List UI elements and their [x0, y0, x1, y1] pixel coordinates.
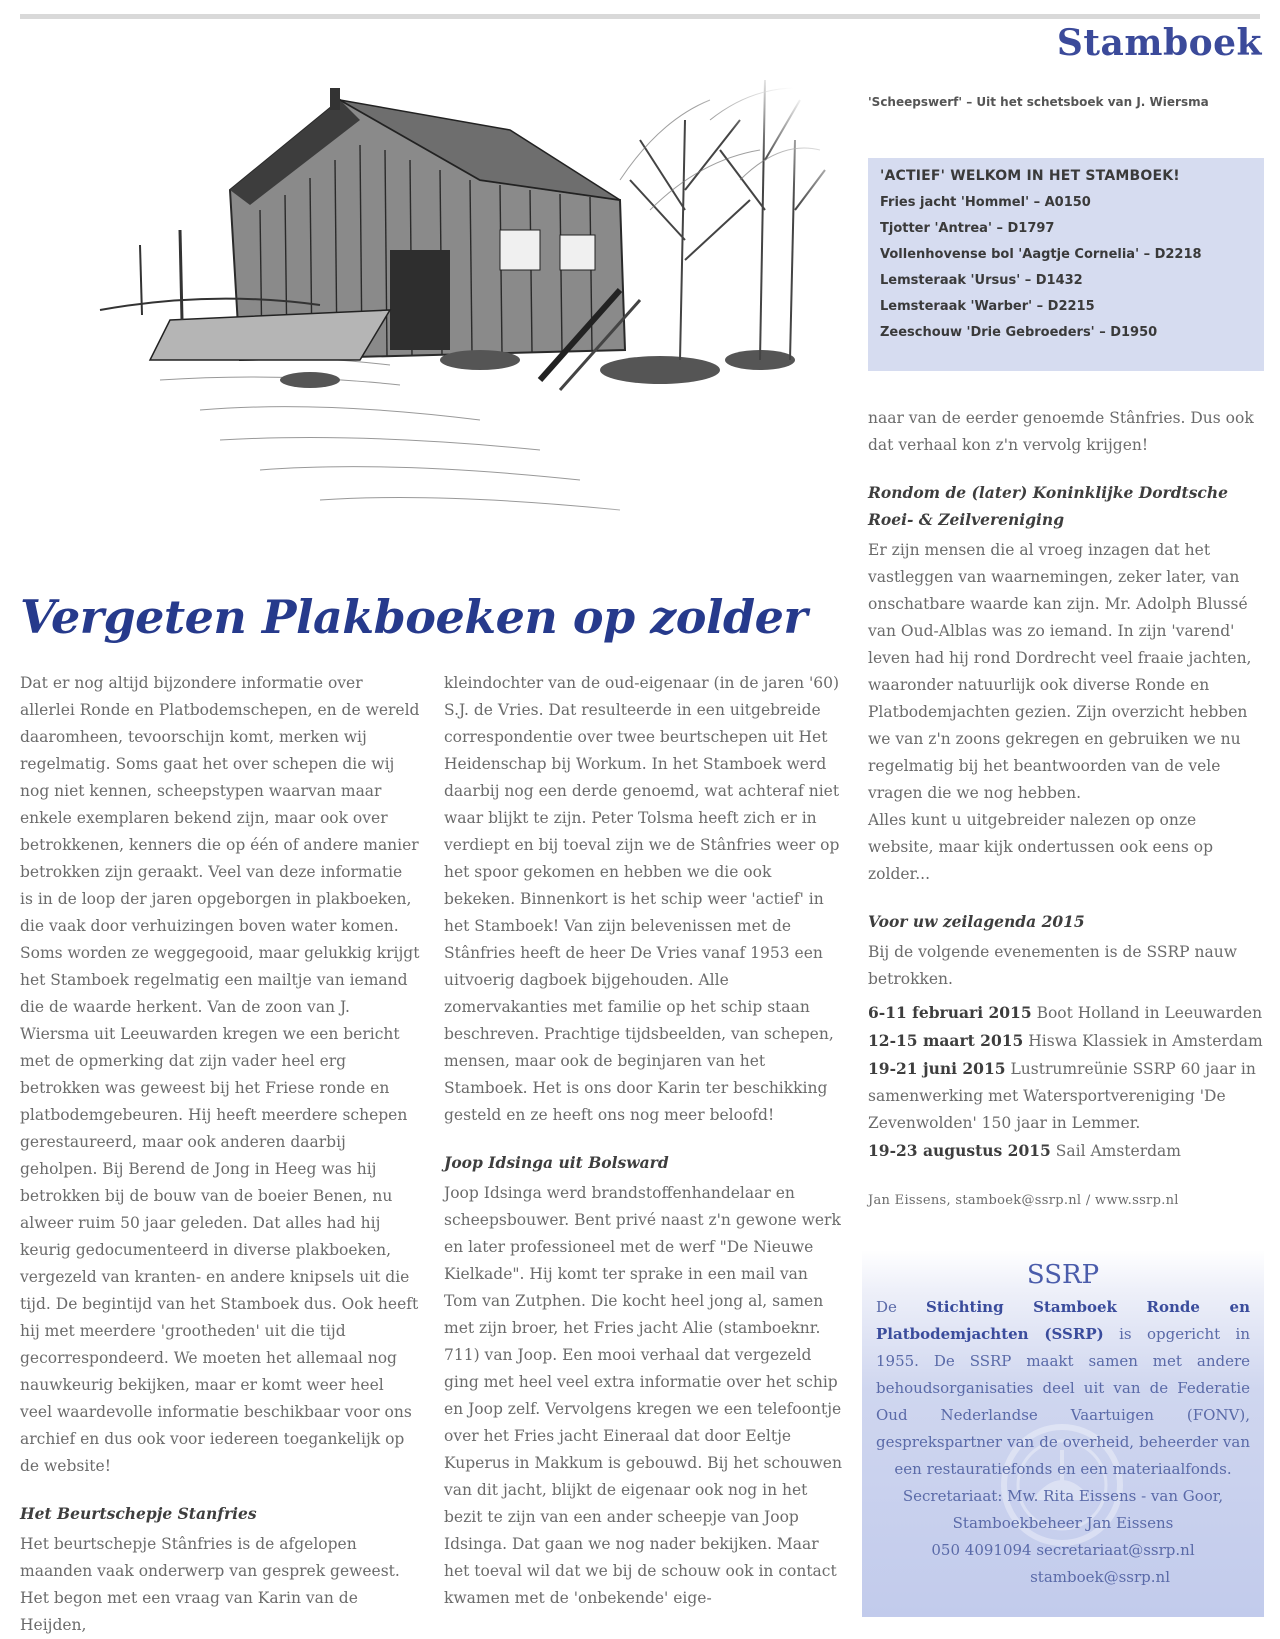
event-text: Sail Amsterdam — [1055, 1142, 1181, 1160]
event-list — [868, 999, 1264, 1165]
illustration-caption: 'Scheepswerf' – Uit het schetsboek van J. Wiersma — [868, 95, 1209, 109]
paragraph: Joop Idsinga werd brandstoffenhandelaar en scheepsbouwer. Bent privé naast z'n gewone werk en later professioneel met de werf "De Nieuwe Kielkade". Hij komt ter sprake in een mail van Tom van Zutphen. Die kocht heel jong al, samen met zijn broer, het Fries jacht Alie (stamboeknr. 711) van Joop. Een mooi verhaal dat vergezeld ging met heel veel extra informatie over het schip en Joop zelf. Vervolgens kregen we een telefoontje over het Fries jacht Eineraal dat door Eeltje Kuperus in Makkum is gebouwd. Bij het schouwen van dit jacht, blijkt de eigenaar ook nog in het bezit te zijn van een ander scheepje van Joop Idsinga. Dat gaan we nog nader bekijken. Maar het toeval wil dat we bij de schouw ook in contact kwamen met de 'onbekende' eige- — [444, 1184, 842, 1607]
subheading: Rondom de (later) Koninklijke Dordtsche Roei- & Zeilvereniging — [868, 483, 1228, 529]
subheading: Joop Idsinga uit Bolsward — [444, 1153, 669, 1172]
paragraph: naar van de eerder genoemde Stânfries. Dus ook dat verhaal kon z'n vervolg krijgen! — [868, 409, 1254, 454]
author-signature: Jan Eissens, stamboek@ssrp.nl / www.ssrp.nl — [868, 1193, 1179, 1208]
event-text: Hiswa Klassiek in Amsterdam — [1028, 1032, 1263, 1050]
paragraph: Het beurtschepje Stânfries is de afgelopen maanden vaak onderwerp van gesprek geweest. Het begon met een vraag van Karin van de Heijden, — [20, 1535, 400, 1634]
article-column-2 — [444, 670, 844, 1612]
ssrp-contact[interactable]: 050 4091094 secretariaat@ssrp.nl — [931, 1541, 1195, 1559]
welcome-item: Vollenhovense bol 'Aagtje Cornelia' – D2218 — [880, 247, 1202, 262]
event-item — [868, 1137, 1264, 1165]
article-column-3 — [868, 405, 1264, 1214]
ssrp-email[interactable]: stamboek@ssrp.nl — [1030, 1568, 1170, 1586]
subheading: Voor uw zeilagenda 2015 — [868, 912, 1085, 931]
paragraph: Alles kunt u uitgebreider nalezen op onze website, maar kijk ondertussen ook eens op zolder... — [868, 811, 1213, 883]
paragraph: Er zijn mensen die al vroeg inzagen dat het vastleggen van waarnemingen, zeker later, van onschatbare waarde kan zijn. Mr. Adolph Blussé van Oud-Alblas was zo iemand. In zijn 'varend' leven had hij rond Dordrecht veel fraaie jachten, waaronder natuurlijk ook diverse Ronde en Platbodemjachten gezien. Zijn overzicht hebben we van z'n zoons gekregen en gebruiken we nu regelmatig bij het beantwoorden van de vele vragen die we nog hebben. — [868, 541, 1252, 802]
ssrp-intro: De Stichting Stamboek Ronde en Platbodemjachten (SSRP) is opgericht in 1955. De SSRP maakt samen met andere behoudsorganisaties deel uit van de Federatie Oud Nederlandse Vaartuigen (FONV), gesprekspartner van de overheid, beheerder van een restauratiefonds en een materiaalfonds. — [876, 1298, 1250, 1478]
article-column-1 — [20, 670, 420, 1639]
subheading: Het Beurtschepje Stanfries — [20, 1504, 257, 1523]
shipyard-sketch-illustration — [60, 60, 830, 560]
event-item — [868, 1055, 1264, 1137]
welcome-item: Zeeschouw 'Drie Gebroeders' – D1950 — [880, 325, 1158, 340]
ssrp-title: SSRP — [1026, 1260, 1100, 1290]
ssrp-keeper: Stamboekbeheer Jan Eissens — [952, 1514, 1174, 1532]
welcome-box — [868, 158, 1264, 371]
event-item — [868, 999, 1264, 1027]
welcome-item: Lemsteraak 'Ursus' – D1432 — [880, 273, 1083, 288]
section-title: Stamboek — [1056, 22, 1262, 64]
event-date: 12-15 maart 2015 — [868, 1031, 1024, 1050]
welcome-item: Fries jacht 'Hommel' – A0150 — [880, 195, 1091, 210]
ssrp-secretariat: Secretariaat: Mw. Rita Eissens - van Goor, — [902, 1487, 1224, 1505]
event-date: 19-23 augustus 2015 — [868, 1141, 1051, 1160]
welcome-item: Lemsteraak 'Warber' – D2215 — [880, 299, 1095, 314]
event-date: 6-11 februari 2015 — [868, 1003, 1032, 1022]
event-text: Boot Holland in Leeuwarden — [1036, 1004, 1263, 1022]
event-item — [868, 1027, 1264, 1055]
ssrp-info-box — [862, 1250, 1264, 1617]
article-headline: Vergeten Plakboeken op zolder — [20, 590, 808, 644]
paragraph: Dat er nog altijd bijzondere informatie over allerlei Ronde en Platbodemschepen, en de wereld daaromheen, tevoorschijn komt, merken wij regelmatig. Soms gaat het over schepen die wij nog niet kennen, scheepstypen waarvan maar enkele exemplaren bekend zijn, maar ook over betrokkenen, kenners die op één of andere manier betrokken zijn geraakt. Veel van deze informatie is in de loop der jaren opgeborgen in plakboeken, die vaak door verhuizingen boven water komen. Soms worden ze weggegooid, maar gelukkig krijgt het Stamboek regelmatig een mailtje van iemand die de waarde herkent. Van de zoon van J. Wiersma uit Leeuwarden kregen we een bericht met de opmerking dat zijn vader heel erg betrokken was geweest bij het Friese ronde en platbodemgebeuren. Hij heeft meerdere schepen gerestaureerd, maar ook anderen daarbij geholpen. Bij Berend de Jong in Heeg was hij betrokken bij de bouw van de boeier Benen, nu alweer ruim 50 jaar geleden. Dat alles had hij keurig gedocumenteerd in diverse plakboeken, vergezeld van kranten- en andere knipsels uit die tijd. De begintijd van het Stamboek dus. Ook heeft hij met meerdere 'grootheden' uit die tijd gecorrespondeerd. We moeten het allemaal nog nauwkeurig bekijken, maar er komt weer heel veel waardevolle informatie beschikbaar voor ons archief en dus ook voor iedereen toegankelijk op de website! — [20, 674, 420, 1475]
top-rule — [20, 14, 1260, 19]
paragraph: Bij de volgende evenementen is de SSRP nauw betrokken. — [868, 943, 1237, 988]
paragraph: kleindochter van de oud-eigenaar (in de jaren '60) S.J. de Vries. Dat resulteerde in een uitgebreide correspondentie over twee beurtschepen uit Het Heidenschap bij Workum. In het Stamboek werd daarbij nog een derde genoemd, wat achteraf niet waar blijkt te zijn. Peter Tolsma heeft zich er in verdiept en bij toeval zijn we de Stânfries weer op het spoor gekomen en hebben we die ook bekeken. Binnenkort is het schip weer 'actief' in het Stamboek! Van zijn belevenissen met de Stânfries heeft de heer De Vries vanaf 1953 een uitvoerig dagboek bijgehouden. Alle zomervakanties met familie op het schip staan beschreven. Prachtige tijdsbeelden, van schepen, mensen, maar ook de beginjaren van het Stamboek. Het is ons door Karin ter beschikking gesteld en ze heeft ons nog meer beloofd! — [444, 674, 840, 1124]
event-date: 19-21 juni 2015 — [868, 1059, 1006, 1078]
event-text: Lustrumreünie SSRP 60 jaar in samenwerking met Watersportvereniging 'De Zevenwolden' 150 jaar in Lemmer. — [868, 1060, 1256, 1132]
welcome-item: Tjotter 'Antrea' – D1797 — [880, 221, 1055, 236]
welcome-heading: 'ACTIEF' WELKOM IN HET STAMBOEK! — [880, 168, 1180, 184]
